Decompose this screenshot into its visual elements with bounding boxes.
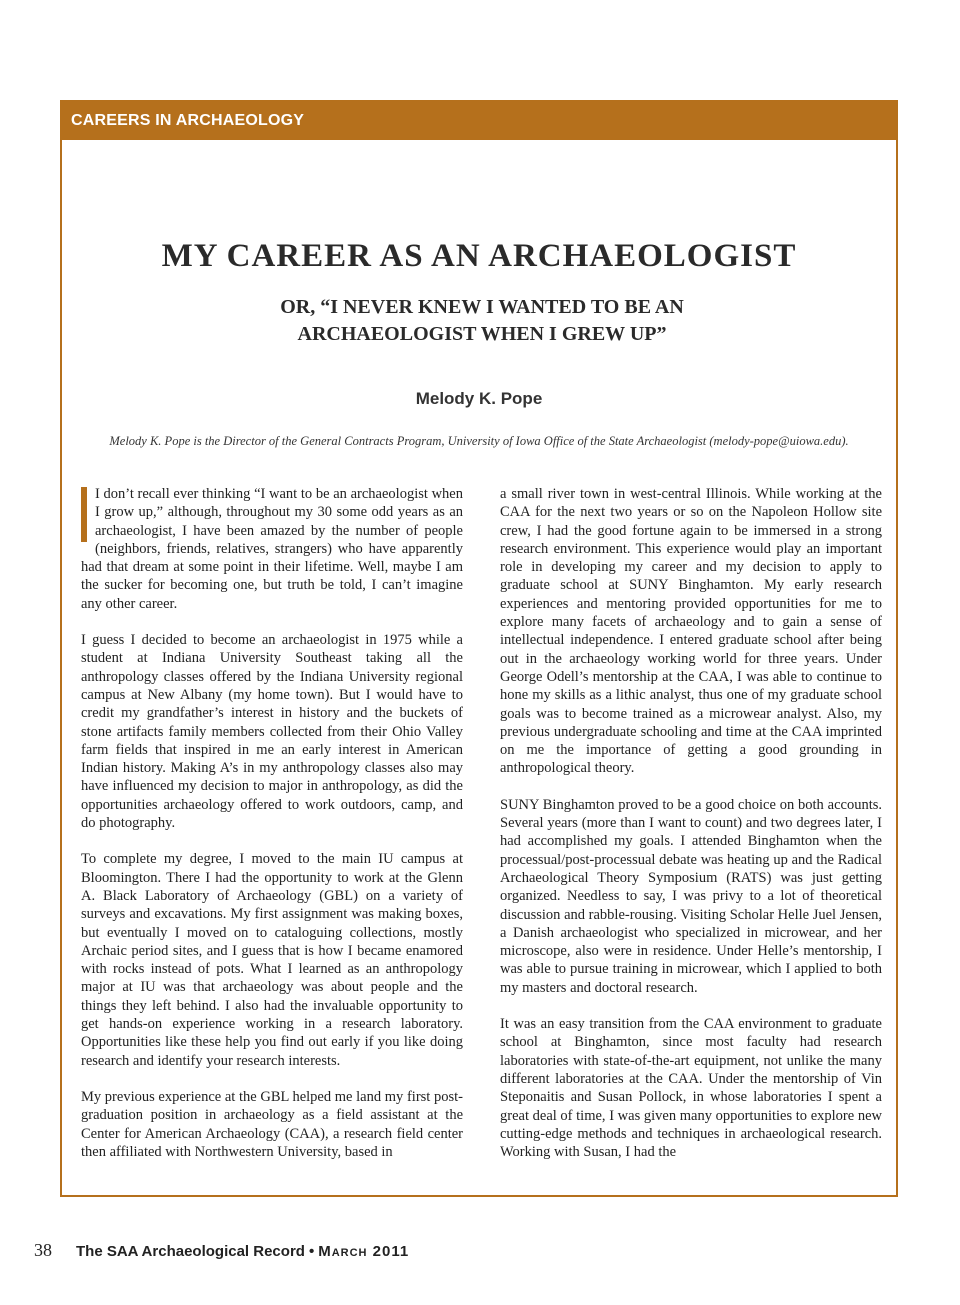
- author-affiliation: Melody K. Pope is the Director of the General Contracts Program, University of Iowa Office of the State Archaeologist (melody-pope@uiowa.edu).: [109, 434, 849, 448]
- section-header: CAREERS IN ARCHAEOLOGY: [62, 102, 896, 140]
- publication-name: The SAA Archaeological Record: [76, 1243, 305, 1260]
- author-name: Melody K. Pope: [415, 389, 543, 408]
- paragraph: I guess I decided to become an archaeologist in 1975 while a student at Indiana University Southeast taking all the anthropology classes offered by the Indiana University regional campus at New Albany (my home town). But I would have to credit my grandfather’s interest in history and the buckets of stone artifacts family members collected from their Ohio Valley farm fields that inspired in me an early interest in American Indian history. Making A’s in my anthropology classes also may have influenced my decision to major in anthropology, as did the opportunities archaeology offered to work outdoors, camp, and do photography.: [81, 632, 463, 832]
- right-column: [500, 485, 882, 1179]
- paragraph-text: I don’t recall ever thinking “I want to be an archaeologist when I grow up,” although, throughout my 30 some odd years as an archaeologist, I have been amazed by the number of people (neighbors, friends, relatives, strangers) who have apparently had that dream at some point in their lifetime. Well, maybe I am the sucker for becoming one, but truth be told, I can’t imagine any other career.: [81, 486, 463, 612]
- paragraph: It was an easy transition from the CAA environment to graduate school at Binghamton, since most faculty had research laboratories with state-of-the-art equipment, not unlike the many different laboratories at the CAA. Under the mentorship of Vin Steponaitis and Susan Pollock, in whose laboratories I spent a great deal of time, I was given many opportunities to explore new cutting-edge methods and techniques in archaeological research. Working with Susan, I had the: [500, 1016, 882, 1161]
- issue-date: March 2011: [318, 1243, 410, 1260]
- paragraph: SUNY Binghamton proved to be a good choice on both accounts. Several years (more than I want to count) and two degrees later, I had accomplished my goals. I attended Binghamton when the processual/post-processual debate was heating up and the Radical Archaeological Theory Symposium (RATS) was just getting organized. Needless to say, I was privy to a lot of theoretical discussion and rabble-rousing. Visiting Scholar Helle Juel Jensen, a Danish archaeologist who specialized in microwear, and her microscope, also were in residence. Under Helle’s mentorship, I was able to pursue training in microwear, which I applied to both my masters and doctoral research.: [500, 796, 882, 996]
- article-title: MY CAREER AS AN ARCHAEOLOGIST: [161, 238, 797, 274]
- dropcap-bar: [81, 487, 87, 542]
- bullet-separator: •: [308, 1243, 315, 1260]
- left-column: [81, 485, 463, 1179]
- article-subtitle: OR, “I NEVER KNEW I WANTED TO BE AN ARCHAEOLOGIST WHEN I GREW UP”: [280, 296, 684, 345]
- paragraph: [81, 485, 463, 613]
- paragraph: To complete my degree, I moved to the main IU campus at Bloomington. There I had the opportunity to work at the Glenn A. Black Laboratory of Archaeology (GBL) on a variety of surveys and excavations. My first assignment was making boxes, but eventually I moved on to cataloguing collections, mostly Archaic period sites, and I guess that is how I became enamored with rocks instead of pots. What I learned as an anthropology major at IU was that archaeology was about people and the things they left behind. I also had the invaluable opportunity to get hands-on experience working in a research laboratory. Opportunities like these help you find out early if you like doing research and identify your research interests.: [81, 851, 463, 1069]
- page-number: 38: [34, 1240, 52, 1260]
- article-frame: [60, 100, 898, 1197]
- paragraph: a small river town in west-central Illinois. While working at the CAA for the next two years or so on the Napoleon Hollow site crew, I had the good fortune again to be immersed in a strong research environment. This experience would play an important role in developing my career and my decision to apply to graduate school at SUNY Binghamton. My early research experiences and mentoring provided opportunities for me to explore many facets of archaeology and to gain a sense of intellectual independence. I entered graduate school after being out in the archaeology working world for three years. Under George Odell’s mentorship at the CAA, I was able to continue to hone my skills as a lithic analyst, thus one of my graduate school goals was to become trained as a microwear analyst. Also, my previous undergraduate schooling and time at the CAA imprinted on me the importance of getting a good grounding in anthropological theory.: [500, 486, 882, 777]
- page-footer: [34, 1240, 409, 1261]
- paragraph: My previous experience at the GBL helped me land my first post-graduation position in archaeology as a field assistant at the Center for American Archaeology (CAA), a research field center then affiliated with Northwestern University, based in: [81, 1088, 463, 1160]
